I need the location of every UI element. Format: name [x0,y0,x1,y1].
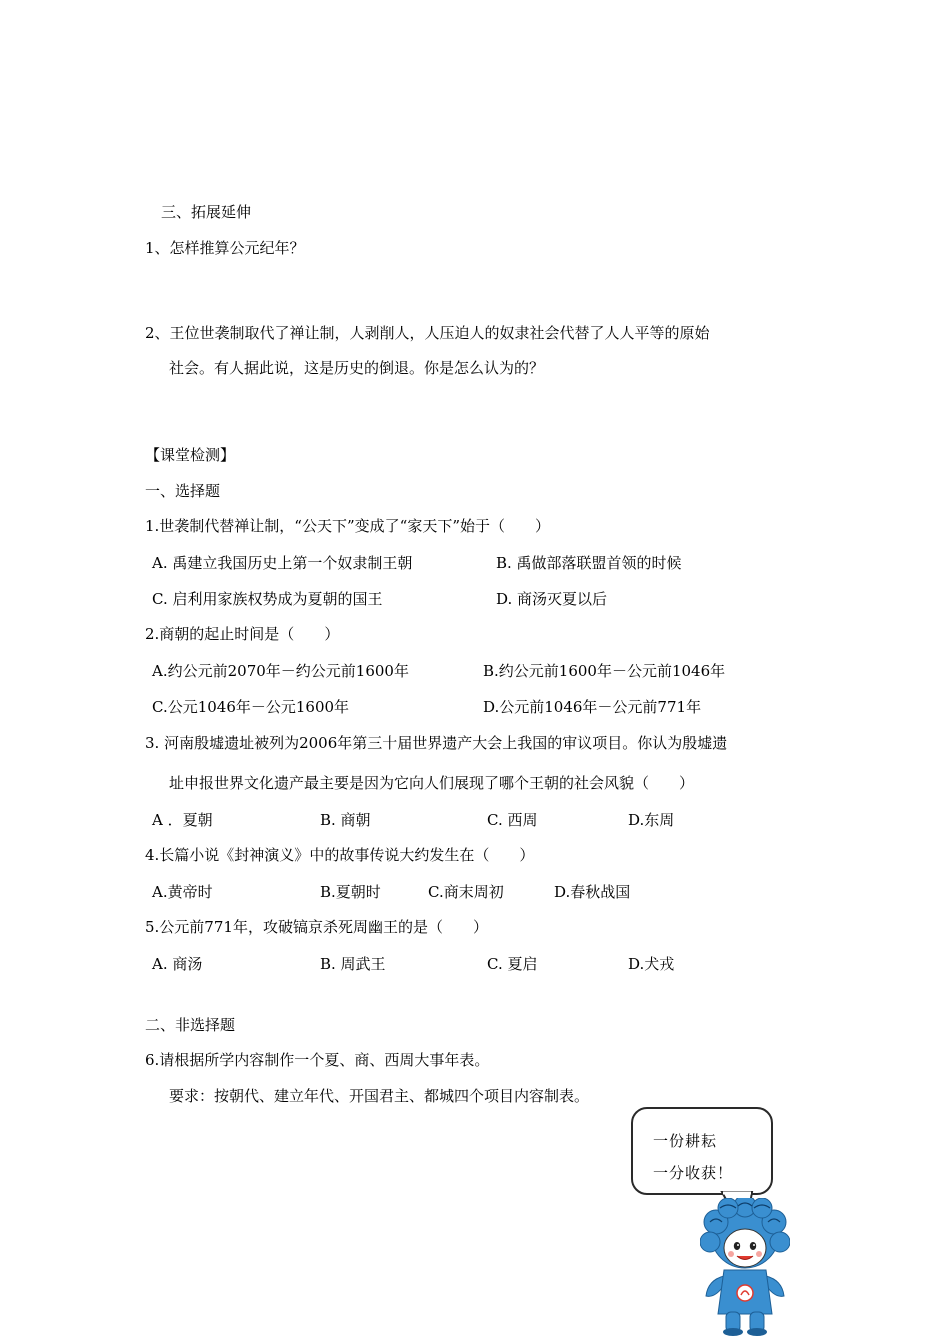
question-4-option-a: A.黄帝时 [152,883,213,901]
question-2-option-b: B.约公元前1600年－公元前1046年 [483,662,726,680]
question-1-option-d: D. 商汤灭夏以后 [496,590,608,608]
question-1-stem: 1.世袭制代替禅让制，“公天下”变成了“家天下”始于（ ） [145,517,550,535]
question-4-option-b: B.夏朝时 [320,883,381,901]
question-3-stem-line-2: 址申报世界文化遗产最主要是因为它向人们展现了哪个王朝的社会风貌（ ） [169,774,695,792]
question-5-stem: 5.公元前771年，攻破镐京杀死周幽王的是（ ） [145,918,488,936]
extension-question-2-line-2: 社会。有人据此说，这是历史的倒退。你是怎么认为的？ [169,359,545,377]
question-1-option-b: B. 禹做部落联盟首领的时候 [496,554,682,572]
question-5-option-b: B. 周武王 [320,955,386,973]
question-2-option-d: D.公元前1046年－公元前771年 [483,698,702,716]
question-4-option-d: D.春秋战国 [554,883,631,901]
question-5-option-a: A. 商汤 [152,955,203,973]
question-2-option-c: C.公元1046年－公元1600年 [152,698,350,716]
question-1-option-a: A. 禹建立我国历史上第一个奴隶制王朝 [152,554,413,572]
question-6-stem: 6.请根据所学内容制作一个夏、商、西周大事年表。 [145,1051,490,1069]
question-3-option-b: B. 商朝 [320,811,371,829]
test-heading: 【课堂检测】 [145,446,236,464]
question-3-option-c: C. 西周 [487,811,538,829]
question-4-stem: 4.长篇小说《封神演义》中的故事传说大约发生在（ ） [145,846,535,864]
extension-heading: 三、拓展延伸 [161,203,252,221]
question-3-option-d: D.东周 [628,811,675,829]
question-2-option-a: A.约公元前2070年－约公元前1600年 [152,662,409,680]
question-2-stem: 2.商朝的起止时间是（ ） [145,625,340,643]
speech-bubble [631,1107,773,1195]
non-choice-section-heading: 二、非选择题 [145,1016,236,1034]
mascot-icon [700,1198,790,1338]
bubble-line-2: 一分收获！ [653,1164,734,1182]
question-3-stem-line-1: 3. 河南殷墟遗址被列为2006年第三十届世界遗产大会上我国的审议项目。你认为殷墟遗 [145,734,728,752]
extension-question-1: 1、怎样推算公元纪年？ [145,239,305,257]
question-5-option-c: C. 夏启 [487,955,538,973]
extension-question-2-line-1: 2、王位世袭制取代了禅让制，人剥削人，人压迫人的奴隶社会代替了人人平等的原始 [145,324,710,342]
question-1-option-c: C. 启利用家族权势成为夏朝的国王 [152,590,383,608]
question-4-option-c: C.商末周初 [428,883,504,901]
choice-section-heading: 一、选择题 [145,482,221,500]
question-5-option-d: D.犬戎 [628,955,675,973]
question-3-option-a: A ．夏朝 [152,811,213,829]
question-6-requirement: 要求：按朝代、建立年代、开国君主、都城四个项目内容制表。 [169,1087,590,1105]
bubble-line-1: 一份耕耘 [653,1132,718,1150]
